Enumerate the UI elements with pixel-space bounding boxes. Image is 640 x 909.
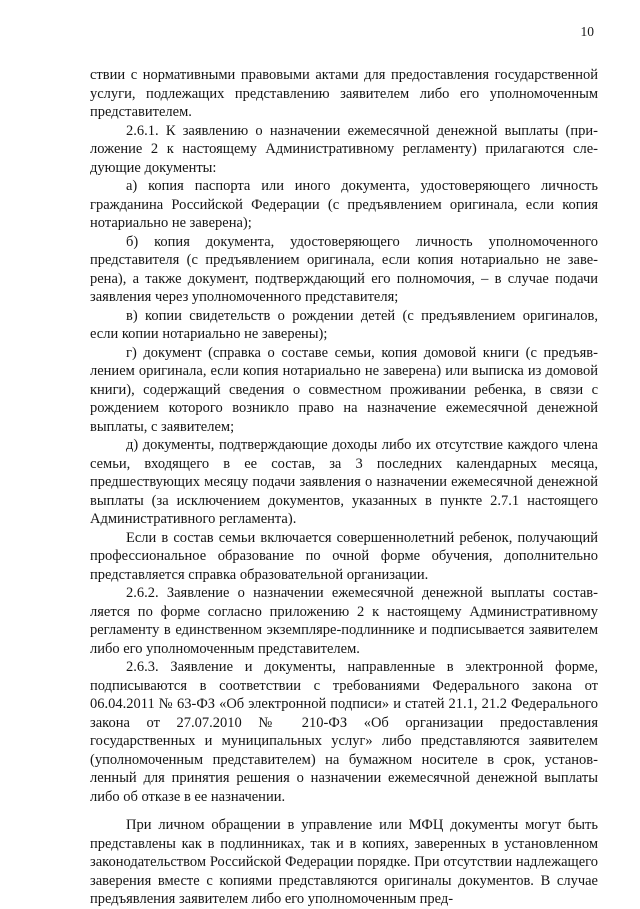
paragraph: 2.6.2. Заявление о назначении ежемесячной денежной выплаты составляется по форме согласно приложению 2 к настоящему Административному регламенту в единственном экземпляре-подлиннике и подписывается заявителем либо его уполномоченным представителем. bbox=[90, 585, 598, 657]
paragraph: д) документы, подтверждающие доходы либо их отсутствие каждого члена семьи, входящего в ее состав, за 3 последних календарных месяца, предшествующих месяцу подачи заявления о назначении ежемесячной денежной выплаты (за исключением документов, указанных в пункте 2.7.1 настоящего Административного регламента). bbox=[90, 437, 598, 527]
document-body bbox=[90, 66, 598, 909]
paragraph: 2.6.1. К заявлению о назначении ежемесячной денежной выплаты (приложение 2 к настоящему Административному регламенту) прилагаются следующие документы: bbox=[90, 122, 598, 176]
paragraph: г) документ (справка о составе семьи, копия домовой книги (с предъявлением оригинала, если копия нотариально не заверена) или выписка из домовой книги), содержащий сведения о совместном проживании ребенка, в связи с рождением которого возникло право на назначение ежемесячной денежной выплаты, с заявителем; bbox=[90, 344, 598, 435]
paragraph: Если в состав семьи включается совершеннолетний ребенок, получающий профессиональное образование по очной форме обучения, дополнительно представляется справка образовательной организации. bbox=[90, 529, 598, 583]
paragraph: а) копия паспорта или иного документа, удостоверяющего личность гражданина Российской Федерации (с предъявлением оригинала, если копия нотариально не заверена); bbox=[90, 178, 598, 231]
paragraph: При личном обращении в управление или МФЦ документы могут быть представлены как в подлинниках, так и в копиях, заверенных в установленном законодательством Российской Федерации порядке. При отсутствии надлежащего заверения вместе с копиями представляются оригиналы документов. В случае предъявления заявителем либо его уполномоченным пред- bbox=[90, 817, 598, 907]
paragraph: 2.6.3. Заявление и документы, направленные в электронной форме, подписываются в соответствии с требованиями Федерального закона от 06.04.2011 № 63-ФЗ «Об электронной подписи» и статей 21.1, 21.2 Федерального закона от 27.07.2010 № 210-ФЗ «Об организации предоставления государственных и муниципальных услуг» либо представляются заявителем (уполномоченным представителем) на бумажном носителе в срок, установленный для принятия решения о назначении ежемесячной денежной выплаты либо об отказе в ее назначении. bbox=[90, 659, 598, 805]
paragraph: б) копия документа, удостоверяющего личность уполномоченного представителя (с предъявлением оригинала, если копия нотариально не заверена), а также документ, подтверждающий его полномочия, – в случае подачи заявления через уполномоченного представителя; bbox=[90, 233, 598, 305]
page-number: 10 bbox=[580, 24, 594, 39]
paragraph: в) копии свидетельств о рождении детей (с предъявлением оригиналов, если копии нотариально не заверены); bbox=[90, 307, 598, 342]
paragraph: ствии с нормативными правовыми актами для предоставления государственной услуги, подлежащих представлению заявителем либо его уполномоченным представителем. bbox=[90, 67, 598, 120]
